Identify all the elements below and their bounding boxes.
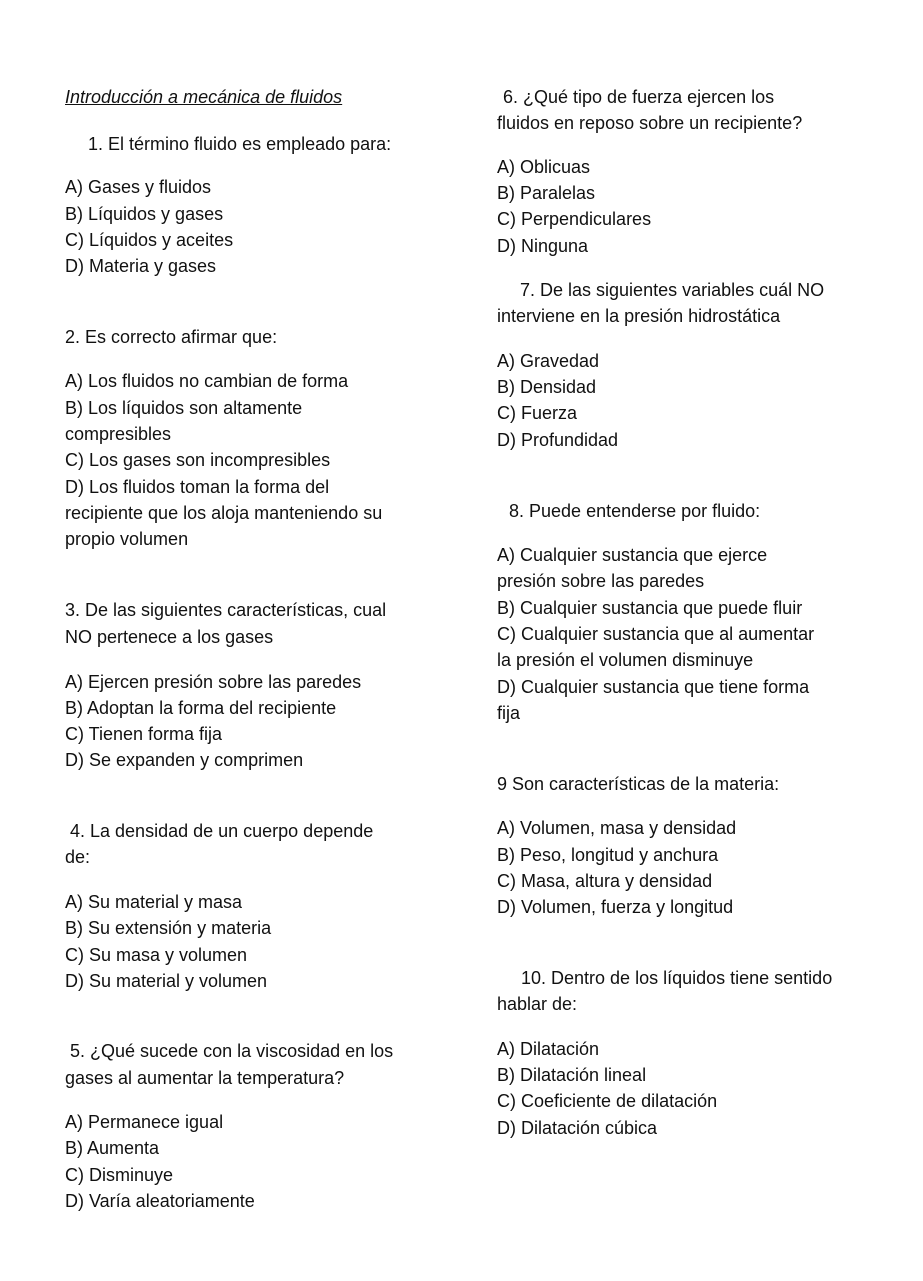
answer-option: C) Los gases son incompresibles: [65, 450, 331, 470]
answer-option: C) Fuerza: [497, 403, 578, 423]
answer-option: C) Tienen forma fija: [65, 724, 223, 744]
question-prompt: 6. ¿Qué tipo de fuerza ejercen los: [503, 87, 775, 107]
answer-option: D) Profundidad: [497, 430, 619, 450]
answer-option: D) Su material y volumen: [65, 971, 268, 991]
question-prompt: NO pertenece a los gases: [65, 627, 274, 647]
answer-option: B) Su extensión y materia: [65, 918, 272, 938]
answer-option: A) Cualquier sustancia que ejerce: [497, 545, 768, 565]
answer-option: B) Peso, longitud y anchura: [497, 845, 719, 865]
answer-option: D) Materia y gases: [65, 256, 217, 276]
answer-option: B) Aumenta: [65, 1138, 160, 1158]
answer-option: B) Cualquier sustancia que puede fluir: [497, 598, 803, 618]
question-prompt: de:: [65, 847, 91, 867]
question-prompt: 1. El término fluido es empleado para:: [88, 134, 392, 154]
answer-option: D) Cualquier sustancia que tiene forma: [497, 677, 810, 697]
answer-option: C) Perpendiculares: [497, 209, 652, 229]
answer-option: D) Dilatación cúbica: [497, 1118, 658, 1138]
answer-option: C) Su masa y volumen: [65, 945, 248, 965]
answer-option: A) Ejercen presión sobre las paredes: [65, 672, 362, 692]
answer-option: A) Dilatación: [497, 1039, 600, 1059]
answer-option: B) Adoptan la forma del recipiente: [65, 698, 337, 718]
question-prompt: 3. De las siguientes características, cual: [65, 600, 387, 620]
answer-option: C) Coeficiente de dilatación: [497, 1091, 718, 1111]
answer-option: compresibles: [65, 424, 172, 444]
answer-option: A) Gravedad: [497, 351, 600, 371]
answer-option: D) Los fluidos toman la forma del: [65, 477, 330, 497]
answer-option: D) Volumen, fuerza y longitud: [497, 897, 734, 917]
question-prompt: interviene en la presión hidrostática: [497, 306, 781, 326]
answer-option: A) Oblicuas: [497, 157, 591, 177]
question-prompt: 10. Dentro de los líquidos tiene sentido: [521, 968, 833, 988]
answer-option: D) Ninguna: [497, 236, 589, 256]
answer-option: B) Paralelas: [497, 183, 596, 203]
answer-option: la presión el volumen disminuye: [497, 650, 754, 670]
answer-option: C) Líquidos y aceites: [65, 230, 234, 250]
answer-option: C) Cualquier sustancia que al aumentar: [497, 624, 815, 644]
answer-option: C) Masa, altura y densidad: [497, 871, 713, 891]
answer-option: D) Varía aleatoriamente: [65, 1191, 255, 1211]
answer-option: A) Volumen, masa y densidad: [497, 818, 737, 838]
answer-option: A) Gases y fluidos: [65, 177, 212, 197]
answer-option: B) Dilatación lineal: [497, 1065, 647, 1085]
answer-option: A) Permanece igual: [65, 1112, 224, 1132]
question-prompt: 8. Puede entenderse por fluido:: [509, 501, 761, 521]
answer-option: C) Disminuye: [65, 1165, 174, 1185]
answer-option: B) Los líquidos son altamente: [65, 398, 303, 418]
answer-option: B) Líquidos y gases: [65, 204, 224, 224]
answer-option: recipiente que los aloja manteniendo su: [65, 503, 383, 523]
question-prompt: fluidos en reposo sobre un recipiente?: [497, 113, 803, 133]
question-prompt: 5. ¿Qué sucede con la viscosidad en los: [70, 1041, 394, 1061]
answer-option: A) Los fluidos no cambian de forma: [65, 371, 349, 391]
answer-option: propio volumen: [65, 529, 189, 549]
answer-option: B) Densidad: [497, 377, 597, 397]
answer-option: fija: [497, 703, 521, 723]
answer-option: A) Su material y masa: [65, 892, 243, 912]
question-prompt: gases al aumentar la temperatura?: [65, 1068, 345, 1088]
question-prompt: hablar de:: [497, 994, 578, 1014]
answer-option: D) Se expanden y comprimen: [65, 750, 304, 770]
document-title: Introducción a mecánica de fluidos: [65, 87, 343, 107]
answer-option: presión sobre las paredes: [497, 571, 705, 591]
question-prompt: 2. Es correcto afirmar que:: [65, 327, 278, 347]
question-prompt: 7. De las siguientes variables cuál NO: [520, 280, 825, 300]
question-prompt: 9 Son características de la materia:: [497, 774, 780, 794]
question-prompt: 4. La densidad de un cuerpo depende: [70, 821, 374, 841]
